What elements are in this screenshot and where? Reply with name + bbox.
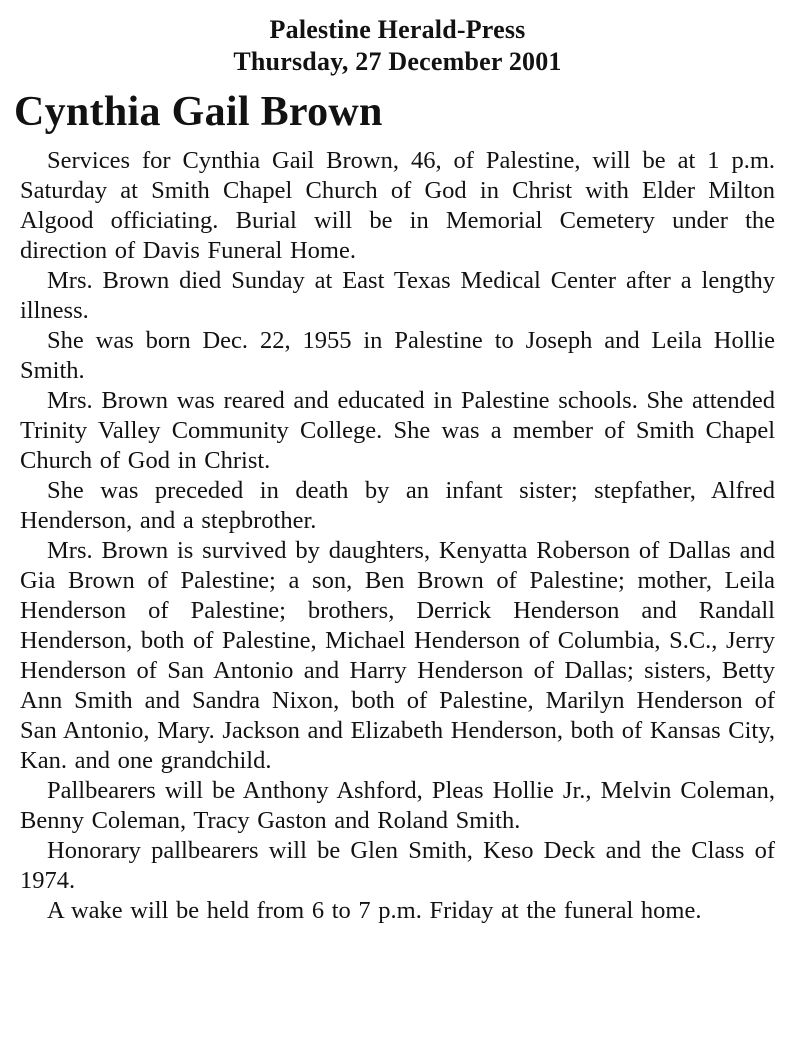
obituary-paragraph: She was born Dec. 22, 1955 in Palestine to Joseph and Leila Hollie Smith. xyxy=(20,327,775,385)
obituary-body xyxy=(20,146,775,926)
obituary-paragraph: She was preceded in death by an infant sister; stepfather, Alfred Henderson, and a stepbrother. xyxy=(20,477,775,535)
obituary-paragraph: Mrs. Brown is survived by daughters, Kenyatta Roberson of Dallas and Gia Brown of Palestine; a son, Ben Brown of Palestine; mother, Leila Henderson of Palestine; brothers, Derrick Henderson and Randall Henderson, both of Palestine, Michael Henderson of Columbia, S.C., Jerry Henderson of San Antonio and Harry Henderson of Dallas; sisters, Betty Ann Smith and Sandra Nixon, both of Palestine, Marilyn Henderson of San Antonio, Mary. Jackson and Elizabeth Henderson, both of Kansas City, Kan. and one grandchild. xyxy=(20,537,775,775)
obituary-headline: Cynthia Gail Brown xyxy=(14,89,383,135)
obituary-paragraph: Mrs. Brown died Sunday at East Texas Medical Center after a lengthy illness. xyxy=(20,267,775,325)
masthead xyxy=(20,14,775,78)
obituary-paragraph: Mrs. Brown was reared and educated in Palestine schools. She attended Trinity Valley Community College. She was a member of Smith Chapel Church of God in Christ. xyxy=(20,387,775,475)
obituary-paragraph: Pallbearers will be Anthony Ashford, Pleas Hollie Jr., Melvin Coleman, Benny Coleman, Tracy Gaston and Roland Smith. xyxy=(20,777,775,835)
publication-name: Palestine Herald-Press xyxy=(269,15,526,44)
obituary-paragraph: Services for Cynthia Gail Brown, 46, of Palestine, will be at 1 p.m. Saturday at Smith Chapel Church of God in Christ with Elder Milton Algood officiating. Burial will be in Memorial Cemetery under the direction of Davis Funeral Home. xyxy=(20,147,775,265)
publication-date: Thursday, 27 December 2001 xyxy=(233,47,562,76)
obituary-paragraph: Honorary pallbearers will be Glen Smith, Keso Deck and the Class of 1974. xyxy=(20,837,775,895)
obituary-paragraph: A wake will be held from 6 to 7 p.m. Friday at the funeral home. xyxy=(47,897,702,925)
